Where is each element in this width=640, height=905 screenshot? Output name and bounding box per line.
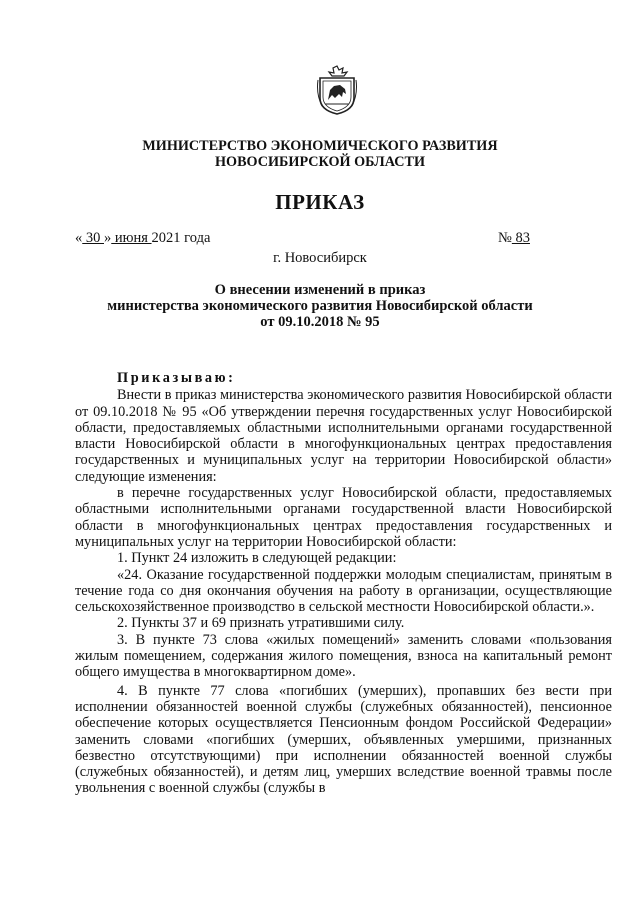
document-body bbox=[75, 370, 612, 797]
date-quote-open: « bbox=[75, 230, 83, 246]
paragraph-3: 1. Пункт 24 изложить в следующей редакции: bbox=[117, 550, 397, 567]
number-sign: № bbox=[498, 230, 512, 246]
number-value: 83 bbox=[511, 230, 530, 246]
city: г. Новосибирск bbox=[273, 250, 367, 266]
order-number bbox=[498, 230, 530, 247]
date-month: июня bbox=[111, 230, 152, 246]
date-quote-close: » bbox=[104, 230, 112, 246]
date-year: 2021 года bbox=[151, 230, 211, 246]
paragraph-4: «24. Оказание государственной поддержки молодым специалистам, принятым в течение года со дня окончания обучения на работу в организации, осуществляющие сельскохозяйственное производство в сельской местности Новосибирской области.». bbox=[75, 566, 612, 616]
ministry-name-line-2: НОВОСИБИРСКОЙ ОБЛАСТИ bbox=[215, 154, 425, 170]
document-type-title: ПРИКАЗ bbox=[275, 190, 365, 214]
paragraph-5: 2. Пункты 37 и 69 признать утратившими силу. bbox=[117, 615, 405, 632]
subject-line-2: министерства экономического развития Новосибирской области bbox=[107, 298, 533, 314]
paragraph-6: 3. В пункте 73 слова «жилых помещений» заменить словами «пользования жилым помещением, содержания жилого помещения, взноса на капитальный ремонт общего имущества в многоквартирном доме». bbox=[75, 631, 612, 681]
subject-line-1: О внесении изменений в приказ bbox=[214, 282, 426, 298]
paragraph-1: Внести в приказ министерства экономического развития Новосибирской области от 09.10.2018 № 95 «Об утверждении перечня государственных услуг Новосибирской области, предоставляемых областными исполнительными органами государственной власти Новосибирской области в многофункциональных центрах предоставления государственных и муниципальных услуг на территории Новосибирской области» следующие изменения: bbox=[75, 387, 612, 485]
ministry-name-line-1: МИНИСТЕРСТВО ЭКОНОМИЧЕСКОГО РАЗВИТИЯ bbox=[142, 138, 498, 154]
order-date bbox=[75, 230, 210, 247]
date-day: 30 bbox=[82, 230, 104, 246]
subject-line-3: от 09.10.2018 № 95 bbox=[260, 314, 380, 330]
paragraph-2: в перечне государственных услуг Новосибирской области, предоставляемых областными исполнительными органами государственной власти Новосибирской области в многофункциональных центрах предоставления государственных и муниципальных услуг на территории Новосибирской области: bbox=[75, 485, 612, 550]
paragraph-7: 4. В пункте 77 слова «погибших (умерших), пропавших без вести при исполнении обязанностей военной службы (служебных обязанностей), пенсионное обеспечение которых осуществляется Пенсионным фондом Российской Федерации» заменить словами «погибших (умерших, объявленных умершими, признанных безвестно отсутствующими) при исполнении обязанностей военной службы (служебных обязанностей), и детям лиц, умерших вследствие военной травмы после увольнения с военной службы (службы в bbox=[75, 682, 612, 797]
order-directive: Приказываю: bbox=[117, 370, 236, 386]
coat-of-arms-icon bbox=[316, 64, 358, 116]
